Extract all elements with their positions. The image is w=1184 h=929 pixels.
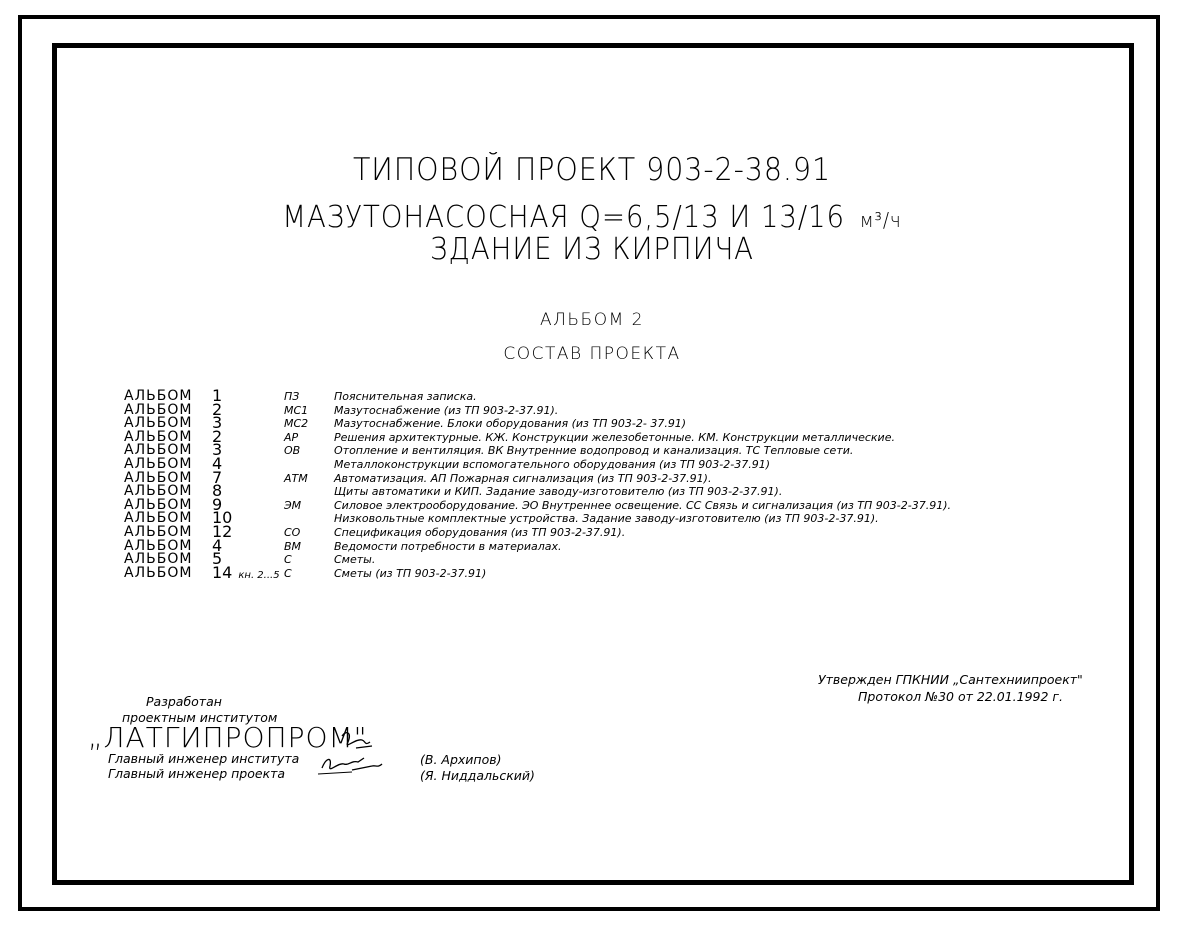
- album-row-name: АЛЬБОМ: [124, 523, 193, 540]
- album-row-description: Сметы.: [334, 553, 376, 567]
- album-row-description: Сметы (из ТП 903-2-37.91): [334, 566, 487, 580]
- album-row-number-value: 1: [212, 386, 223, 405]
- album-row-code: ПЗ: [284, 390, 300, 403]
- album-row-name: АЛЬБОМ: [124, 483, 193, 500]
- chief-engineer-institute: Главный инженер института: [108, 751, 300, 766]
- album-row-number-value: 2: [212, 426, 223, 446]
- album-row-number-value: 5: [212, 549, 223, 569]
- album-row-description: Решения архитектурные. КЖ. Конструкции железобетонные. КМ. Конструкции металлические.: [334, 430, 895, 444]
- album-list: [124, 386, 1004, 582]
- album-row-description: Мазутоснабжение (из ТП 903-2-37.91).: [334, 403, 559, 417]
- album-row: [124, 453, 1004, 473]
- album-row-code: ОВ: [284, 444, 301, 458]
- album-row-number-value: 8: [212, 481, 223, 501]
- album-row-name: АЛЬБОМ: [124, 551, 193, 568]
- album-row: [124, 562, 1004, 582]
- album-row: [124, 481, 1004, 501]
- project-name-text: МАЗУТОНАСОСНАЯ Q=6,5/13 И 13/16: [282, 200, 845, 235]
- album-row-code: С: [284, 553, 292, 567]
- album-row-description: Автоматизация. АП Пожарная сигнализация (из ТП 903-2-37.91).: [334, 471, 712, 485]
- album-row-name: АЛЬБОМ: [124, 401, 193, 418]
- album-row-code: АТМ: [284, 471, 308, 485]
- album-row-number-value: 3: [212, 413, 223, 433]
- album-row-number-value: 10: [212, 508, 233, 528]
- album-row: [124, 413, 1004, 433]
- album-row-description: Ведомости потребности в материалах.: [334, 539, 562, 553]
- album-row-description: Металлоконструкции вспомогательного оборудования (из ТП 903-2-37.91): [334, 457, 770, 471]
- album-row-code: ВМ: [284, 539, 302, 553]
- album-row: [124, 494, 1004, 514]
- album-row-number-value: 9: [212, 494, 223, 514]
- album-row: [124, 549, 1004, 569]
- signatory-2: (Я. Ниддальский): [420, 768, 535, 783]
- album-row: [124, 467, 1004, 487]
- album-row-code: МС1: [284, 403, 309, 417]
- album-row-name: АЛЬБОМ: [124, 428, 193, 445]
- approval-text: Утвержден ГПКНИИ „Сантехниипроект": [818, 672, 1083, 687]
- album-row-number-value: 3: [212, 440, 223, 460]
- developed-by-label: Разработан: [146, 694, 222, 709]
- album-row-name: АЛЬБОМ: [124, 455, 193, 472]
- album-row: [124, 508, 1004, 528]
- signatory-1: (В. Архипов): [420, 752, 502, 767]
- album-row-name: АЛЬБОМ: [124, 442, 193, 459]
- album-row-description: Отопление и вентиляция. ВК Внутренние водопровод и канализация. ТС Тепловые сети.: [334, 444, 854, 458]
- album-row-name: АЛЬБОМ: [124, 564, 193, 581]
- album-row-name: АЛЬБОМ: [124, 415, 193, 432]
- album-row-description: Пояснительная записка.: [334, 390, 477, 403]
- flow-unit: м³/ч: [859, 208, 902, 232]
- protocol-text: Протокол №30 от 22.01.1992 г.: [858, 689, 1063, 704]
- album-row-code: ЭМ: [284, 498, 302, 512]
- album-row: [124, 535, 1004, 555]
- album-row-name: АЛЬБОМ: [124, 496, 193, 513]
- album-row-description: Спецификация оборудования (из ТП 903-2-37.91).: [334, 525, 626, 539]
- project-name-line2: ЗДАНИЕ ИЗ КИРПИЧА: [430, 232, 754, 267]
- album-row: [124, 521, 1004, 541]
- album-row-code: АР: [284, 430, 299, 444]
- album-row-name: АЛЬБОМ: [124, 388, 193, 404]
- album-row-description: Щиты автоматики и КИП. Задание заводу-изготовителю (из ТП 903-2-37.91).: [334, 485, 783, 499]
- album-row-books: кн. 2...5: [238, 569, 280, 581]
- album-row-description: Низковольтные комплектные устройства. Задание заводу-изготовителю (из ТП 903-2-37.91).: [334, 512, 879, 526]
- album-row-number-value: 14: [212, 562, 233, 582]
- album-row-code: С: [284, 566, 292, 580]
- album-row-code: СО: [284, 525, 301, 539]
- album-row-code: МС2: [284, 417, 309, 431]
- album-row-name: АЛЬБОМ: [124, 537, 193, 554]
- album-row-name: АЛЬБОМ: [124, 469, 193, 486]
- chief-engineer-project: Главный инженер проекта: [108, 766, 286, 781]
- project-name-line1: [47, 200, 1136, 235]
- album-row: [124, 386, 1004, 405]
- album-row-name: АЛЬБОМ: [124, 510, 193, 527]
- composition-heading: СОСТАВ ПРОЕКТА: [503, 344, 681, 364]
- album-row-description: Силовое электрооборудование. ЭО Внутреннее освещение. СС Связь и сигнализация (из ТП 903-2-37.91).: [334, 498, 952, 512]
- album-row-number: [212, 562, 280, 582]
- album-row-number-value: 2: [212, 399, 223, 419]
- album-row: [124, 440, 1004, 460]
- album-row-description: Мазутоснабжение. Блоки оборудования (из ТП 903-2- 37.91): [334, 417, 687, 431]
- album-row-number-value: 4: [212, 453, 223, 473]
- album-row-number-value: 4: [212, 535, 223, 555]
- album-row: [124, 426, 1004, 446]
- album-heading: АЛЬБОМ 2: [539, 310, 644, 330]
- developed-by-institute: проектным институтом: [122, 710, 278, 725]
- album-row-number-value: 12: [212, 521, 233, 541]
- project-title: ТИПОВОЙ ПРОЕКТ 903-2-38.91: [352, 152, 832, 188]
- album-row-number-value: 7: [212, 467, 223, 487]
- album-row: [124, 399, 1004, 419]
- organization-name: „ЛАТГИПРОПРОМ": [88, 721, 368, 754]
- handwritten-signature: [312, 728, 392, 780]
